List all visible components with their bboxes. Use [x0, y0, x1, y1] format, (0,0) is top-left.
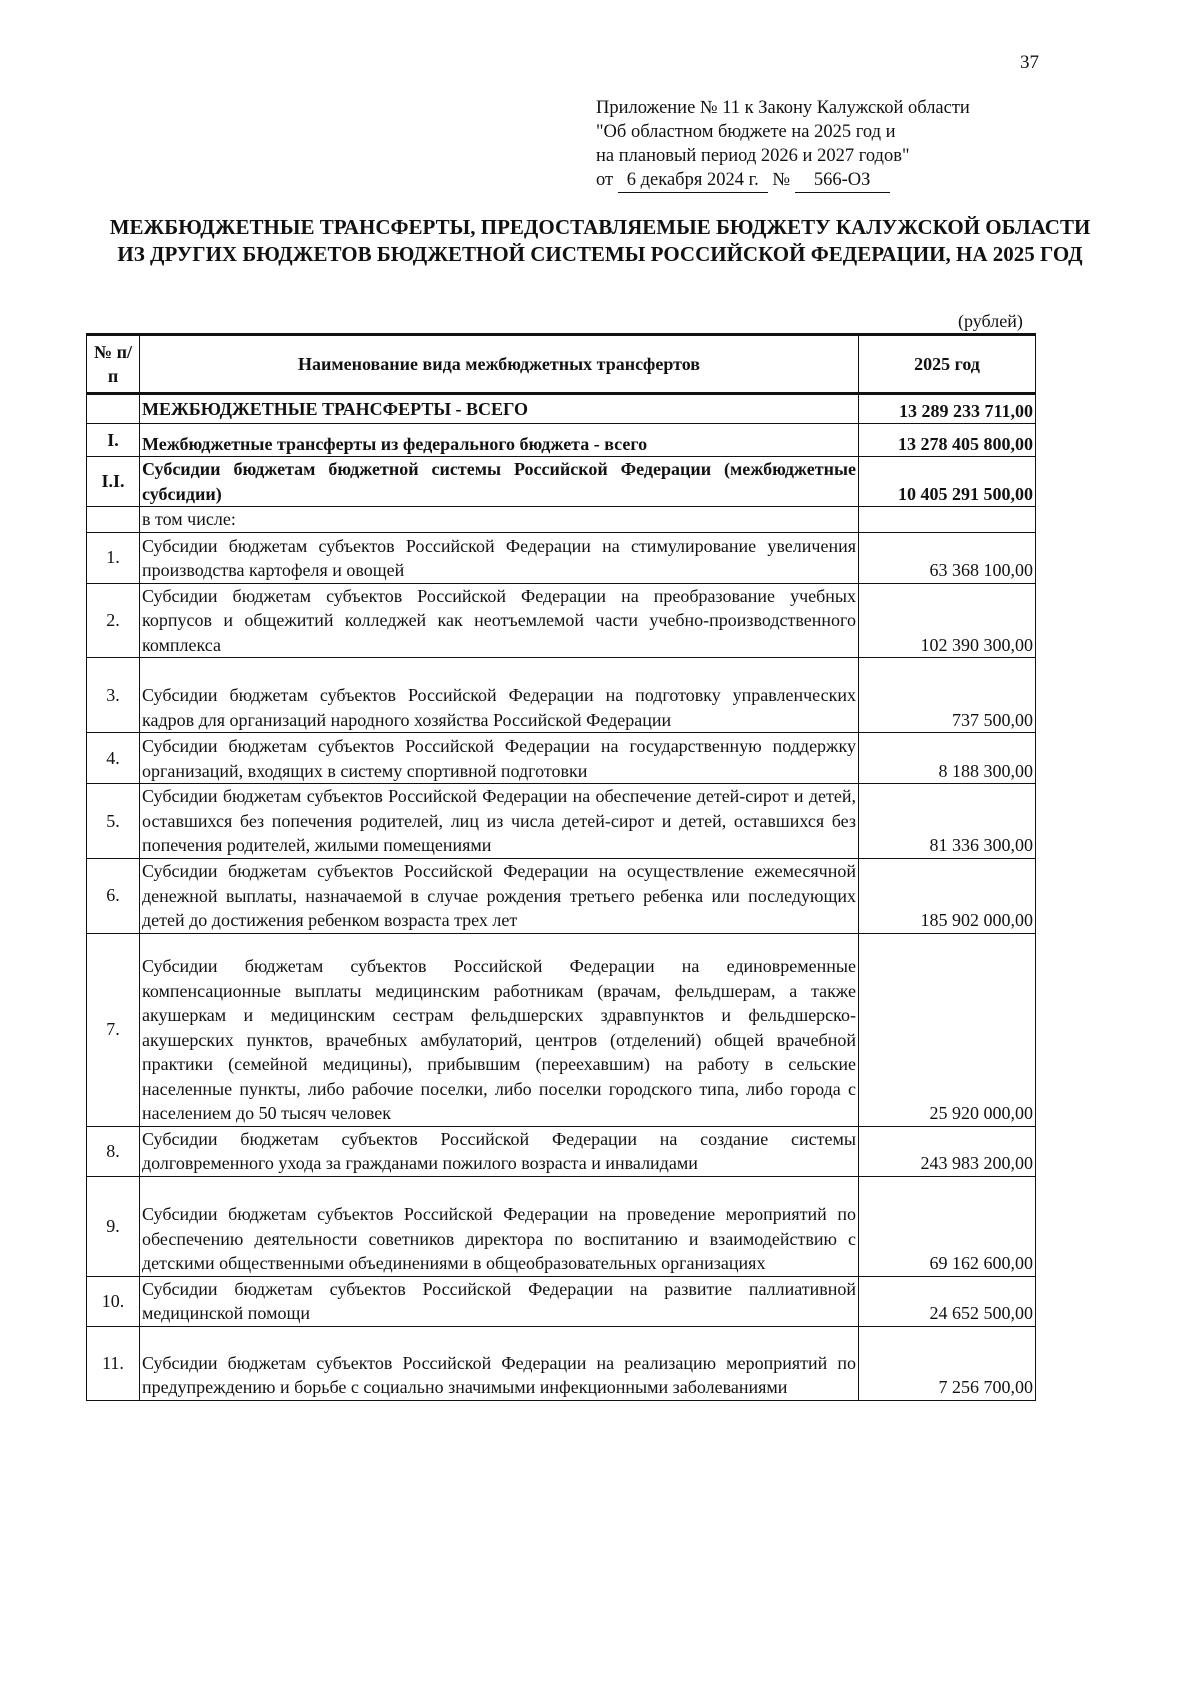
- row-number: [87, 507, 140, 533]
- table-row: [87, 1176, 1036, 1276]
- unit-label: (рублей): [958, 311, 1023, 331]
- table-row: [87, 1126, 1036, 1176]
- row-number: I.: [87, 424, 140, 457]
- row-number: 6.: [87, 858, 140, 933]
- row-value: 69 162 600,00: [859, 1176, 1036, 1276]
- row-name: МЕЖБЮДЖЕТНЫЕ ТРАНСФЕРТЫ - ВСЕГО: [140, 394, 859, 424]
- table-row: [87, 424, 1036, 457]
- row-value: [859, 507, 1036, 533]
- table-row: [87, 1276, 1036, 1326]
- row-value: 185 902 000,00: [859, 858, 1036, 933]
- table-row: [87, 1326, 1036, 1400]
- row-value: 13 278 405 800,00: [859, 424, 1036, 457]
- row-value: 737 500,00: [859, 658, 1036, 733]
- row-number: 7.: [87, 933, 140, 1126]
- row-name: Субсидии бюджетам субъектов Российской Федерации на обеспечение детей-сирот и детей, оставшихся без попечения родителей, лиц из числа детей-сирот и детей, оставшихся без попечения родителей, жилыми помещениями: [140, 784, 859, 859]
- table-row: [87, 858, 1036, 933]
- row-number: 10.: [87, 1276, 140, 1326]
- header-year: 2025 год: [859, 335, 1036, 394]
- row-number: 1.: [87, 532, 140, 583]
- table-row: [87, 507, 1036, 533]
- row-number: 8.: [87, 1126, 140, 1176]
- appendix-date-line: [596, 168, 970, 193]
- row-name: Субсидии бюджетам субъектов Российской Федерации на преобразование учебных корпусов и общежитий колледжей как неотъемлемой части учебно-производственного комплекса: [140, 583, 859, 658]
- table-row: [87, 583, 1036, 658]
- row-name: Субсидии бюджетам субъектов Российской Федерации на создание системы долговременного ухода за гражданами пожилого возраста и инвалидами: [140, 1126, 859, 1176]
- row-name: Межбюджетные трансферты из федерального бюджета - всего: [140, 424, 859, 457]
- row-name: Субсидии бюджетам субъектов Российской Федерации на единовременные компенсационные выплаты медицинским работникам (врачам, фельдшерам, а также акушеркам и медицинским сестрам фельдшерских здравпунктов и фельдшерско-акушерских пунктов, врачебных амбулаторий, центров (отделений) общей врачебной практики (семейной медицины), прибывшим (переехавшим) на работу в сельские населенные пункты, либо рабочие поселки, либо поселки городского типа, либо города с населением до 50 тысяч человек: [140, 933, 859, 1126]
- header-number: № п/п: [87, 335, 140, 394]
- row-name: Субсидии бюджетам субъектов Российской Федерации на развитие паллиативной медицинской помощи: [140, 1276, 859, 1326]
- row-value: 8 188 300,00: [859, 733, 1036, 784]
- header-name: Наименование вида межбюджетных трансфертов: [140, 335, 859, 394]
- row-value: 7 256 700,00: [859, 1326, 1036, 1400]
- row-number: 3.: [87, 658, 140, 733]
- table-row: [87, 733, 1036, 784]
- row-value: 102 390 300,00: [859, 583, 1036, 658]
- row-number: [87, 394, 140, 424]
- row-value: 243 983 200,00: [859, 1126, 1036, 1176]
- table-row: [87, 457, 1036, 507]
- row-name: Субсидии бюджетам субъектов Российской Федерации на стимулирование увеличения производства картофеля и овощей: [140, 532, 859, 583]
- row-name: Субсидии бюджетам субъектов Российской Федерации на реализацию мероприятий по предупреждению и борьбе с социально значимыми инфекционными заболеваниями: [140, 1326, 859, 1400]
- row-value: 13 289 233 711,00: [859, 394, 1036, 424]
- law-date: 6 декабря 2024 г.: [618, 168, 768, 193]
- row-number: 5.: [87, 784, 140, 859]
- table-row: [87, 784, 1036, 859]
- row-number: I.I.: [87, 457, 140, 507]
- row-name: Субсидии бюджетам субъектов Российской Федерации на подготовку управленческих кадров для организаций народного хозяйства Российской Федерации: [140, 658, 859, 733]
- row-value: 63 368 100,00: [859, 532, 1036, 583]
- law-number: 566-ОЗ: [795, 168, 890, 193]
- document-title: МЕЖБЮДЖЕТНЫЕ ТРАНСФЕРТЫ, ПРЕДОСТАВЛЯЕМЫЕ БЮДЖЕТУ КАЛУЖСКОЙ ОБЛАСТИ ИЗ ДРУГИХ БЮДЖЕТОВ БЮДЖЕТНОЙ СИСТЕМЫ РОССИЙСКОЙ ФЕДЕРАЦИИ, НА 2025 ГОД: [109, 215, 1091, 266]
- row-name: Субсидии бюджетам субъектов Российской Федерации на государственную поддержку организаций, входящих в систему спортивной подготовки: [140, 733, 859, 784]
- table-row: [87, 933, 1036, 1126]
- table-row: [87, 394, 1036, 424]
- table-row: [87, 532, 1036, 583]
- row-name: Субсидии бюджетам бюджетной системы Российской Федерации (межбюджетные субсидии): [140, 457, 859, 507]
- from-label: от: [596, 170, 614, 190]
- appendix-header: [596, 96, 970, 193]
- row-name: в том числе:: [140, 507, 859, 533]
- row-number: 9.: [87, 1176, 140, 1276]
- page-number: 37: [1020, 52, 1039, 73]
- appendix-line: на плановый период 2026 и 2027 годов": [596, 146, 910, 166]
- appendix-line: Приложение № 11 к Закону Калужской области: [596, 98, 970, 118]
- row-value: 25 920 000,00: [859, 933, 1036, 1126]
- row-name: Субсидии бюджетам субъектов Российской Федерации на осуществление ежемесячной денежной выплаты, назначаемой в случае рождения третьего ребенка или последующих детей до достижения ребенком возраста трех лет: [140, 858, 859, 933]
- row-number: 2.: [87, 583, 140, 658]
- row-name: Субсидии бюджетам субъектов Российской Федерации на проведение мероприятий по обеспечению деятельности советников директора по воспитанию и взаимодействию с детскими общественными объединениями в общеобразовательных организациях: [140, 1176, 859, 1276]
- row-number: 4.: [87, 733, 140, 784]
- number-label: №: [772, 170, 790, 190]
- appendix-line: "Об областном бюджете на 2025 год и: [596, 122, 896, 142]
- table-row: [87, 658, 1036, 733]
- table-header-row: [87, 335, 1036, 394]
- row-value: 81 336 300,00: [859, 784, 1036, 859]
- row-value: 10 405 291 500,00: [859, 457, 1036, 507]
- row-value: 24 652 500,00: [859, 1276, 1036, 1326]
- transfers-table: [86, 333, 1036, 1401]
- row-number: 11.: [87, 1326, 140, 1400]
